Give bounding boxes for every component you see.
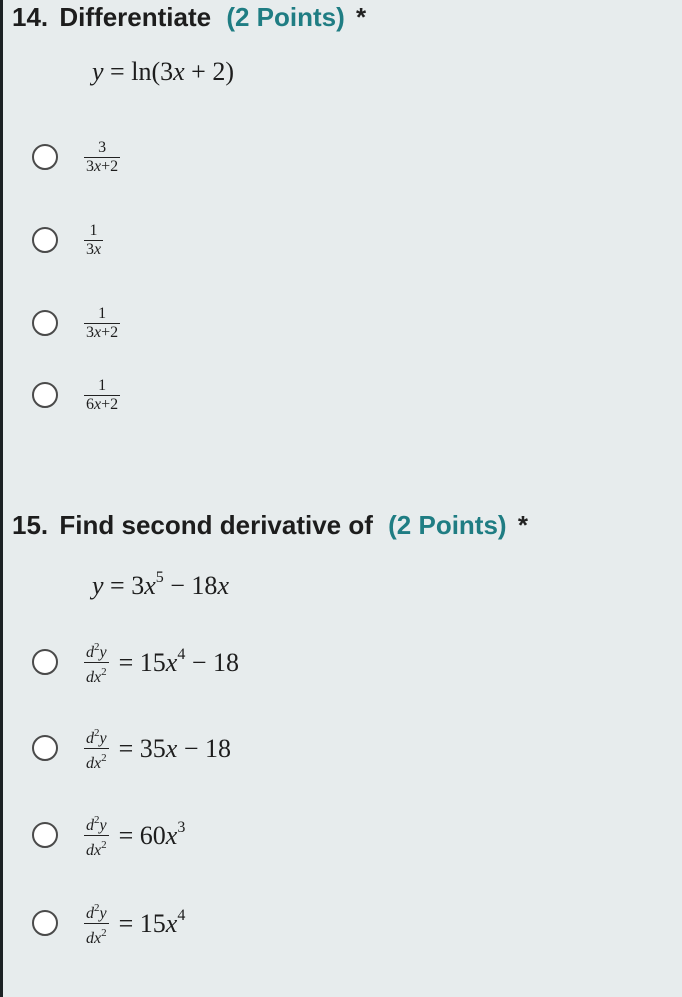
points-label: (2 Points) [388, 510, 507, 540]
derivative-fraction: $\frac{d^2y}{dx^2}$ [86, 726, 107, 772]
answer-option-14-c[interactable] [12, 297, 120, 349]
question-15-title [12, 508, 672, 542]
derivative-fraction: $\frac{d^2y}{dx^2}$ [86, 813, 107, 859]
option-formula: $\frac{1}{3x}$ [86, 221, 102, 258]
answer-option-15-d[interactable] [12, 897, 185, 949]
question-14-formula: y = ln(3x + 2) [92, 57, 234, 86]
radio-button[interactable] [32, 382, 58, 408]
required-asterisk: * [517, 510, 528, 540]
radio-button[interactable] [32, 144, 58, 170]
radio-button[interactable] [32, 649, 58, 675]
option-formula: $\frac{1}{6x+2}$ [86, 376, 119, 413]
option-formula: $\frac{d^2y}{dx^2}$ = $60x^3$ [84, 811, 185, 860]
answer-option-15-a[interactable] [12, 636, 239, 688]
radio-button[interactable] [32, 910, 58, 936]
question-14 [12, 0, 672, 413]
required-asterisk: * [356, 2, 367, 32]
left-border [0, 0, 3, 997]
question-number: 15. [12, 510, 49, 540]
option-formula: $\frac{d^2y}{dx^2}$ = 35x − 18 [84, 724, 231, 773]
option-formula: $\frac{1}{3x+2}$ [86, 304, 119, 341]
question-text: Find second derivative of [59, 510, 373, 540]
option-formula: $\frac{3}{3x+2}$ [86, 138, 119, 175]
question-15 [12, 508, 672, 947]
points-label: (2 Points) [226, 2, 345, 32]
radio-button[interactable] [32, 310, 58, 336]
answer-option-14-b[interactable] [12, 214, 103, 266]
answer-option-15-c[interactable] [12, 809, 185, 861]
answer-option-15-b[interactable] [12, 722, 231, 774]
derivative-fraction: $\frac{d^2y}{dx^2}$ [86, 640, 107, 686]
radio-button[interactable] [32, 822, 58, 848]
option-formula: $\frac{d^2y}{dx^2}$ = $15x^4 - 18$ [84, 638, 239, 687]
radio-button[interactable] [32, 735, 58, 761]
question-15-formula: $y = 3x^5 - 18x$ [92, 569, 229, 600]
derivative-fraction: $\frac{d^2y}{dx^2}$ [86, 901, 107, 947]
question-text: Differentiate [59, 2, 212, 32]
question-number: 14. [12, 2, 49, 32]
option-formula: $\frac{d^2y}{dx^2}$ = $15x^4$ [84, 899, 185, 948]
question-14-title [12, 0, 672, 34]
answer-option-14-a[interactable] [12, 131, 120, 183]
radio-button[interactable] [32, 227, 58, 253]
answer-option-14-d[interactable] [12, 369, 120, 421]
